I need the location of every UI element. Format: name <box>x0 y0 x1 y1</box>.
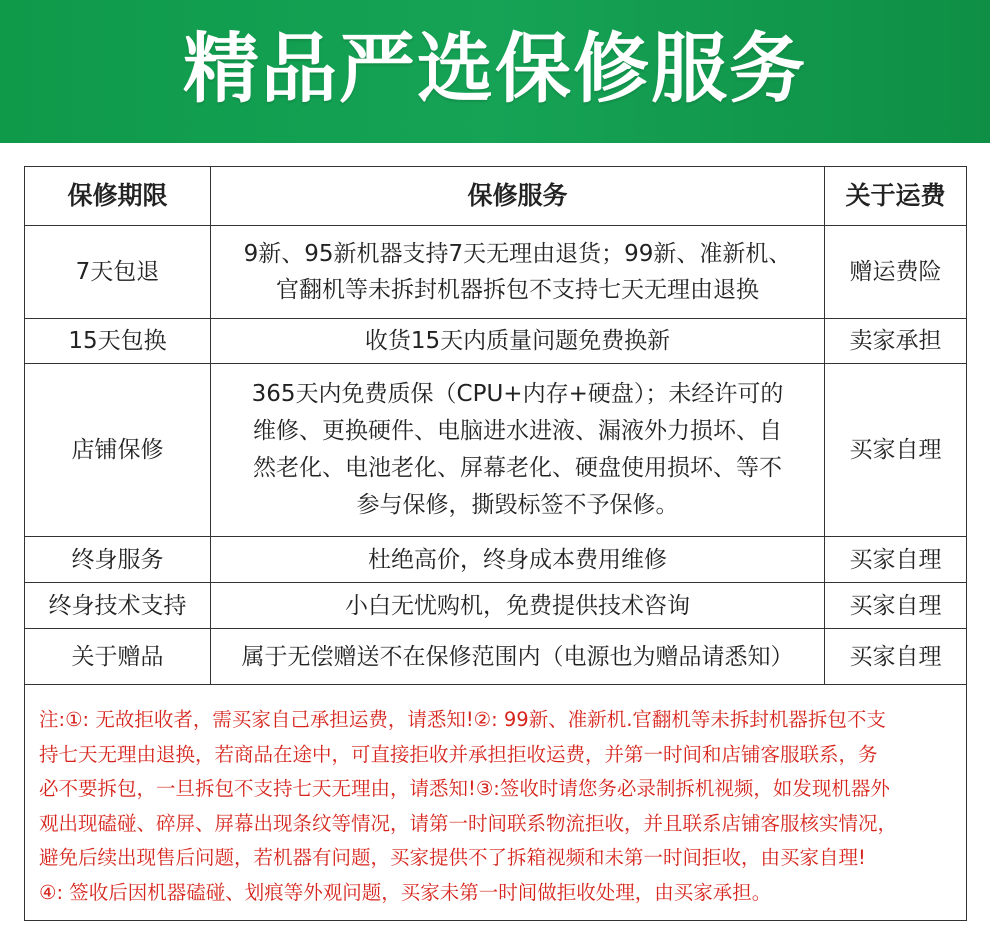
service-line: 365天内免费质保（CPU+内存+硬盘）；未经许可的 <box>251 381 784 407</box>
fee-cell: 赠运费险 <box>825 226 967 319</box>
service-line: 参与保修，撕毁标签不予保修。 <box>356 492 679 518</box>
notes-row <box>25 685 967 921</box>
service-cell <box>211 319 825 364</box>
table-row <box>25 364 967 537</box>
note-line: ④: 签收后因机器磕碰、划痕等外观问题，买家未第一时间做拒收处理，由买家承担。 <box>39 880 772 904</box>
period-cell: 店铺保修 <box>25 364 211 537</box>
header-fee: 关于运费 <box>825 167 967 226</box>
service-cell <box>211 364 825 537</box>
fee-cell: 买家自理 <box>825 629 967 685</box>
service-line: 9新、95新机器支持7天无理由退货；99新、准新机、 <box>243 241 792 267</box>
service-cell <box>211 537 825 583</box>
note-line: 注:①: 无故拒收者，需买家自己承担运费，请悉知!②: 99新、准新机.官翻机等未拆封机器拆包不支 <box>39 708 886 731</box>
period-cell: 终身服务 <box>25 537 211 583</box>
service-line: 收货15天内质量问题免费换新 <box>364 328 671 354</box>
note-line: 持七天无理由退换，若商品在途中，可直接拒收并承担拒收运费，并第一时间和店铺客服联系，务 <box>39 742 878 766</box>
service-line: 属于无偿赠送不在保修范围内（电源也为赠品请悉知） <box>241 643 794 670</box>
table-row <box>25 537 967 583</box>
table-row <box>25 629 967 685</box>
note-line: 必不要拆包，一旦拆包不支持七天无理由，请悉知!③:签收时请您务必录制拆机视频，如发现机器外 <box>39 777 890 800</box>
fee-cell: 买家自理 <box>825 364 967 537</box>
period-cell: 关于赠品 <box>25 629 211 685</box>
period-cell: 7天包退 <box>25 226 211 319</box>
fee-cell: 卖家承担 <box>825 319 967 364</box>
period-cell: 15天包换 <box>25 319 211 364</box>
header-banner <box>0 0 990 143</box>
service-cell <box>211 583 825 629</box>
service-table <box>24 166 967 921</box>
service-line: 维修、更换硬件、电脑进水进液、漏液外力损坏、自 <box>253 418 782 444</box>
service-cell <box>211 226 825 319</box>
service-line: 小白无忧购机，免费提供技术咨询 <box>345 592 690 619</box>
header-period: 保修期限 <box>25 167 211 226</box>
table-row <box>25 319 967 364</box>
note-line: 避免后续出现售后问题，若机器有问题，买家提供不了拆箱视频和未第一时间拒收，由买家自理! <box>39 846 866 869</box>
page-title: 精品严选保修服务 <box>183 23 807 113</box>
fee-cell: 买家自理 <box>825 537 967 583</box>
service-line: 然老化、电池老化、屏幕老化、硬盘使用损坏、等不 <box>253 455 782 481</box>
table-header-row <box>25 167 967 226</box>
service-cell <box>211 629 825 685</box>
service-line: 官翻机等未拆封机器拆包不支持七天无理由退换 <box>276 277 759 303</box>
fee-cell: 买家自理 <box>825 583 967 629</box>
note-line: 观出现磕碰、碎屏、屏幕出现条纹等情况，请第一时间联系物流拒收，并且联系店铺客服核实情况， <box>39 811 898 835</box>
notes-cell <box>25 685 967 921</box>
table-row <box>25 583 967 629</box>
service-table-wrapper <box>24 166 966 921</box>
period-cell: 终身技术支持 <box>25 583 211 629</box>
table-row <box>25 226 967 319</box>
header-service: 保修服务 <box>211 167 825 226</box>
service-line: 杜绝高价，终身成本费用维修 <box>368 546 667 573</box>
